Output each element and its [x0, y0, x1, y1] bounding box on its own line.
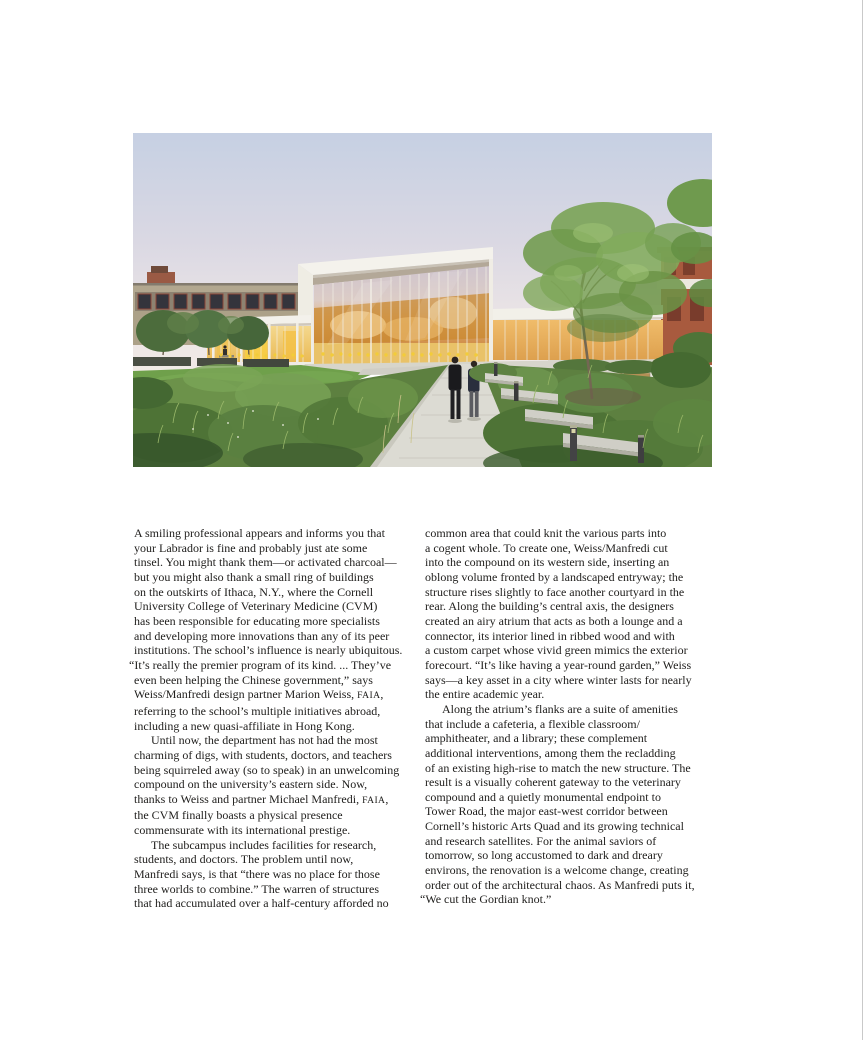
article-columns — [129, 526, 714, 911]
text-line: commensurate with its international prestige. — [134, 823, 351, 838]
text-line: connector, its interior lined in ribbed wood and with — [425, 628, 675, 643]
text-line: even been helping the Chinese government,” says — [134, 672, 373, 687]
text-line: the entire academic year. — [425, 687, 545, 702]
text-line: but you might also thank a small ring of buildings — [134, 569, 374, 584]
text-line: Until now, the department has not had the most — [151, 733, 378, 748]
article-column-2 — [420, 526, 707, 911]
text-line: The subcampus includes facilities for research, — [151, 837, 377, 852]
text-line: and research satellites. For the animal saviors of — [425, 833, 657, 848]
text-line: students, and doctors. The problem until now, — [134, 852, 354, 867]
text-line: oblong volume fronted by a landscaped entryway; the — [425, 569, 684, 584]
text-line: environs, the renovation is a welcome change, creating — [425, 863, 689, 878]
page-edge-line — [862, 0, 863, 1040]
text-line: “We cut the Gordian knot.” — [420, 892, 552, 907]
article-photo — [133, 133, 712, 467]
text-line: thanks to Weiss and partner Michael Manfredi, FAIA, — [134, 791, 389, 806]
text-line: three worlds to combine.” The warren of structures — [134, 881, 380, 896]
text-line: your Labrador is fine and probably just ate some — [134, 540, 368, 555]
text-line: amphitheater, and a library; these complement — [425, 731, 648, 746]
text-line: compound on the university’s eastern side. Now, — [134, 777, 368, 792]
text-line: has been responsible for educating more specialists — [134, 613, 380, 628]
text-line: created an airy atrium that acts as both a lounge and a — [425, 613, 683, 628]
text-line: result is a visually coherent gateway to the veterinary — [425, 775, 681, 790]
text-line: rear. Along the building’s central axis, the designers — [425, 599, 674, 614]
text-line: tomorrow, so long accustomed to dark and dreary — [425, 848, 663, 863]
text-line: common area that could knit the various parts into — [425, 526, 667, 540]
text-line: tinsel. You might thank them—or activated charcoal— — [134, 555, 397, 570]
text-line: A smiling professional appears and informs you that — [134, 526, 385, 540]
text-line: Manfredi says, is that “there was no place for those — [134, 867, 380, 882]
text-line: into the compound on its western side, inserting an — [425, 555, 670, 570]
text-line: order out of the architectural chaos. As Manfredi puts it, — [425, 877, 695, 892]
text-line: Along the atrium’s flanks are a suite of amenities — [442, 701, 678, 716]
text-line: additional interventions, among them the recladding — [425, 745, 676, 760]
text-line: including a new quasi-affiliate in Hong Kong. — [134, 718, 355, 733]
text-line: Weiss/Manfredi design partner Marion Weiss, FAIA, — [134, 687, 384, 702]
text-line: structure rises slightly to face another courtyard in the — [425, 584, 685, 599]
text-line: compound and a quietly monumental endpoint to — [425, 789, 661, 804]
building-photo-illustration — [133, 133, 712, 467]
text-line: referring to the school’s multiple initiatives abroad, — [134, 703, 381, 718]
text-line: Cornell’s historic Arts Quad and its growing technical — [425, 819, 684, 834]
text-line: “It’s really the premier program of its kind. ... They’ve — [129, 657, 392, 672]
text-line: says—a key asset in a city where winter lasts for nearly — [425, 672, 692, 687]
text-line: forecourt. “It’s like having a year-round garden,” Weiss — [425, 657, 692, 672]
text-line: that include a cafeteria, a flexible classroom/ — [425, 716, 640, 731]
text-line: and developing more innovations than any of its peer — [134, 628, 390, 643]
text-line: that had accumulated over a half-century afforded no — [134, 896, 389, 911]
text-line: of an existing high-rise to match the new structure. The — [425, 760, 691, 775]
text-line: being squirreled away (so to speak) in an unwelcoming — [134, 762, 400, 777]
text-line: charming of digs, with students, doctors, and teachers — [134, 747, 392, 762]
text-line: a custom carpet whose vivid green mimics the exterior — [425, 643, 688, 658]
central-atrium-volume — [298, 247, 493, 364]
article-column-1 — [129, 526, 416, 911]
text-line: on the outskirts of Ithaca, N.Y., where the Cornell — [134, 584, 374, 599]
text-line: Tower Road, the major east-west corridor between — [425, 804, 668, 819]
text-line: a cogent whole. To create one, Weiss/Manfredi cut — [425, 540, 668, 555]
text-line: University College of Veterinary Medicine (CVM) — [134, 599, 378, 614]
text-line: institutions. The school’s influence is nearly ubiquitous. — [134, 643, 403, 658]
text-line: the CVM finally boasts a physical presence — [134, 808, 343, 823]
